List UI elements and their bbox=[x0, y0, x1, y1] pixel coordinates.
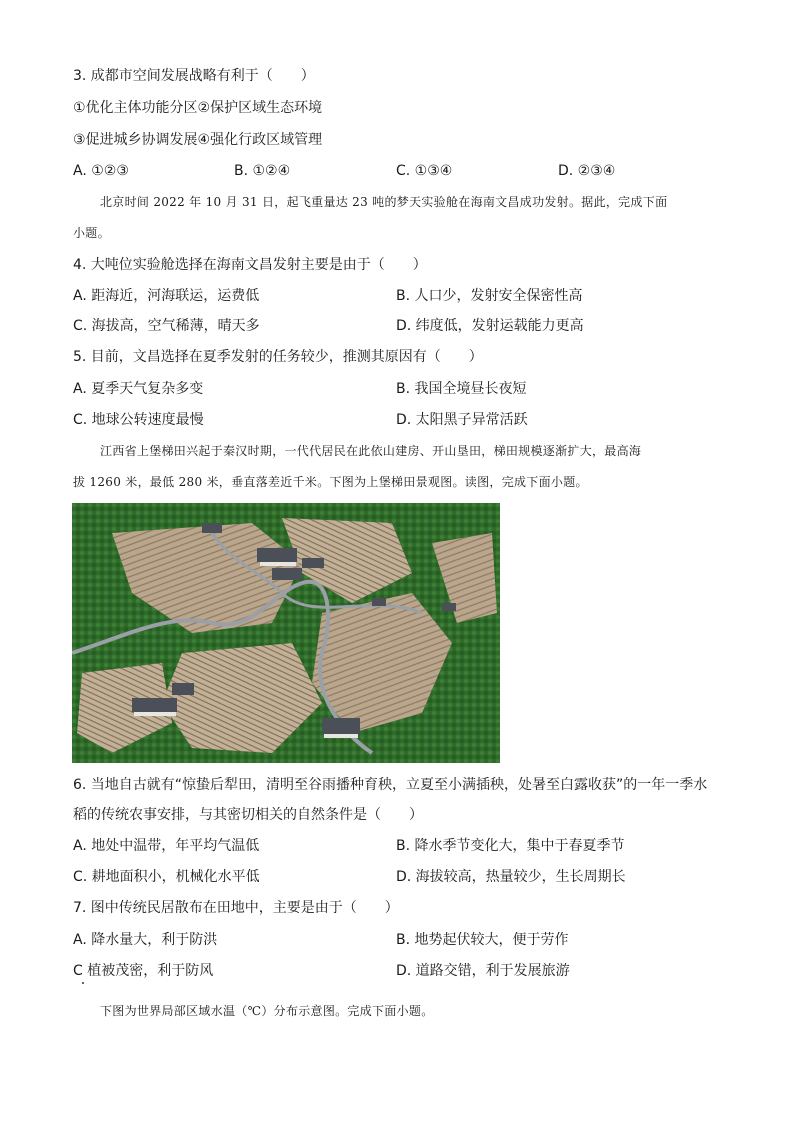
q7-stem: 7. 图中传统民居散布在田地中，主要是由于（ ） bbox=[73, 900, 399, 916]
q5-option-a: A. 夏季天气复杂多变 bbox=[73, 381, 204, 397]
q7-option-a: A. 降水量大，利于防洪 bbox=[73, 932, 218, 948]
q7-option-b: B. 地势起伏较大，便于劳作 bbox=[396, 932, 569, 948]
q4-option-d: D. 纬度低，发射运载能力更高 bbox=[396, 318, 584, 334]
q5-stem: 5. 目前，文昌选择在夏季发射的任务较少，推测其原因有（ ） bbox=[73, 349, 483, 365]
stray-dot bbox=[82, 982, 84, 984]
terrace-landscape-photo bbox=[72, 503, 500, 763]
q6-option-d: D. 海拔较高，热量较少，生长周期长 bbox=[396, 869, 626, 885]
intro-terrace-line-2: 拔 1260 米，最低 280 米，垂直落差近千米。下图为上堡梯田景观图。读图，完成下面小题。 bbox=[73, 475, 588, 489]
q3-option-d: D. ②③④ bbox=[558, 163, 616, 179]
q3-option-a: A. ①②③ bbox=[73, 163, 129, 179]
q5-option-b: B. 我国全境昼长夜短 bbox=[396, 381, 527, 397]
q7-option-d: D. 道路交错，利于发展旅游 bbox=[396, 963, 570, 979]
q6-stem-line-1: 6. 当地自古就有“惊蛰后犁田，清明至谷雨播种育秧，立夏至小满插秧，处暑至白露收获”的一年一季水 bbox=[73, 777, 708, 793]
q4-option-c: C. 海拔高，空气稀薄，晴天多 bbox=[73, 318, 260, 334]
q4-stem: 4. 大吨位实验舱选择在海南文昌发射主要是由于（ ） bbox=[73, 257, 427, 273]
q6-option-b: B. 降水季节变化大，集中于春夏季节 bbox=[396, 838, 625, 854]
terrace-landscape-illustration bbox=[72, 503, 500, 763]
q5-option-d: D. 太阳黑子异常活跃 bbox=[396, 412, 528, 428]
q5-option-c: C. 地球公转速度最慢 bbox=[73, 412, 204, 428]
intro-launch-line-2: 小题。 bbox=[73, 226, 110, 240]
q6-option-a: A. 地处中温带，年平均气温低 bbox=[73, 838, 260, 854]
q6-option-c: C. 耕地面积小，机械化水平低 bbox=[73, 869, 260, 885]
q3-option-b: B. ①②④ bbox=[234, 163, 291, 179]
q7-option-c: C 植被茂密，利于防风 bbox=[73, 963, 214, 979]
q3-statement-2: ③促进城乡协调发展④强化行政区域管理 bbox=[73, 132, 323, 148]
intro-terrace-line-1: 江西省上堡梯田兴起于秦汉时期，一代代居民在此依山建房、开山垦田，梯田规模逐渐扩大，最高海 bbox=[100, 444, 642, 458]
q3-stem: 3. 成都市空间发展战略有利于（ ） bbox=[73, 68, 315, 84]
q4-option-b: B. 人口少，发射安全保密性高 bbox=[396, 288, 583, 304]
q3-statement-1: ①优化主体功能分区②保护区域生态环境 bbox=[73, 100, 323, 116]
q6-stem-line-2: 稻的传统农事安排，与其密切相关的自然条件是（ ） bbox=[73, 807, 423, 823]
intro-water-temp-line-1: 下图为世界局部区域水温（℃）分布示意图。完成下面小题。 bbox=[100, 1004, 434, 1018]
intro-launch-line-1: 北京时间 2022 年 10 月 31 日，起飞重量达 23 吨的梦天实验舱在海南文昌成功发射。据此，完成下面 bbox=[100, 195, 668, 209]
q4-option-a: A. 距海近，河海联运，运费低 bbox=[73, 288, 260, 304]
q3-option-c: C. ①③④ bbox=[396, 163, 453, 179]
